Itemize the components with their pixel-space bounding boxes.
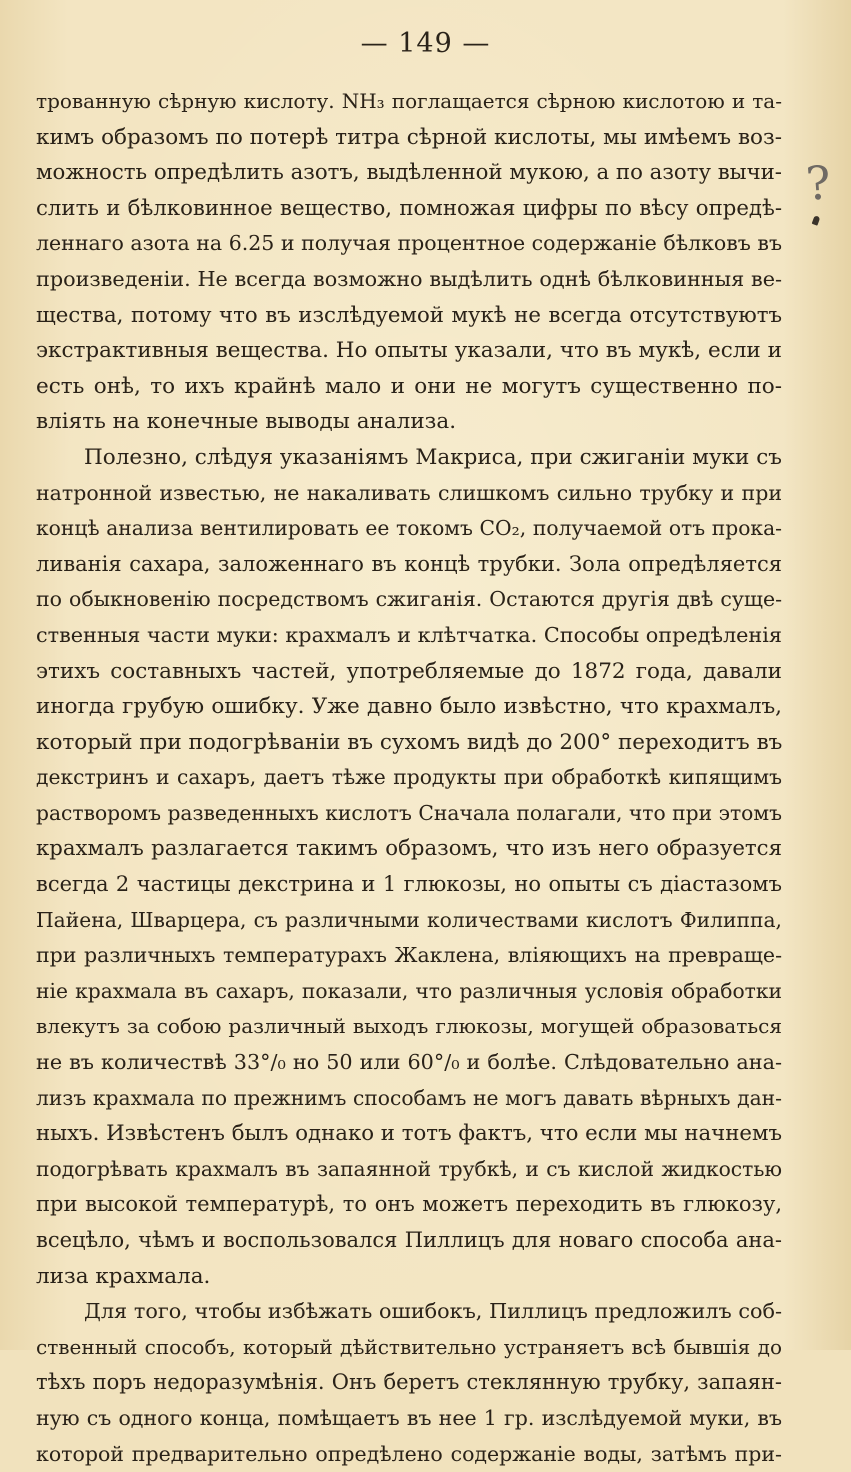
text-line: нiе крахмала въ сахаръ, показали, что различныя условiя обработки [36,978,782,1003]
text-line: концѣ анализа вентилировать ее токомъ CO₂, получаемой отъ прока- [36,516,782,541]
text-line: лиза крахмала. [36,1263,211,1289]
text-line: при различныхъ температурахъ Жаклена, влiяющихъ на превраще- [36,943,782,968]
text-line: ную съ одного конца, помѣщаетъ въ нее 1 гр. изслѣдуемой муки, въ [36,1405,782,1430]
text-line: произведенiи. Не всегда возможно выдѣлить однѣ бѣлковинныя ве- [36,266,782,291]
text-line: трованную сѣрную кислоту. NH₃ поглащается сѣрною кислотою и та- [36,89,782,113]
margin-question-mark: ? [804,155,833,211]
text-line: влiять на конечные выводы анализа. [36,409,457,435]
text-line: ственныя части муки: крахмалъ и клѣтчатка. Способы опредѣленiя [36,622,782,647]
text-line: этихъ составныхъ частей, употребляемые до 1872 года, давали [36,658,782,684]
body-text [36,84,782,1472]
text-line: тѣхъ поръ недоразумѣнiя. Онъ беретъ стеклянную трубку, запаян- [36,1370,782,1395]
page-number: — 149 — [360,28,491,59]
text-line: декстринъ и сахаръ, даетъ тѣже продукты при обработкѣ кипящимъ [36,765,782,790]
text-line: подогрѣвать крахмалъ въ запаянной трубкѣ, и съ кислой жидкостью [36,1156,782,1181]
text-line: натронной известью, не накаливать слишкомъ сильно трубку и при [36,480,782,505]
text-line: ливанiя сахара, заложеннаго въ концѣ трубки. Зола опредѣляется [36,551,782,576]
text-line: Для того, чтобы избѣжать ошибокъ, Пиллицъ предложилъ соб- [84,1299,782,1324]
text-line: леннаго азота на 6.25 и получая процентное содержанiе бѣлковъ въ [36,231,782,256]
text-line: щества, потому что въ изслѣдуемой мукѣ не всегда отсутствуютъ [36,302,782,328]
text-line: который при подогрѣванiи въ сухомъ видѣ до 200° переходитъ въ [36,729,782,755]
margin-ink-dot [812,215,821,226]
text-line: есть онѣ, то ихъ крайнѣ мало и они не могутъ существенно по- [36,373,782,399]
text-line: иногда грубую ошибку. Уже давно было извѣстно, что крахмалъ, [36,694,782,720]
text-line: слить и бѣлковинное вещество, помножая цифры по вѣсу опредѣ- [36,195,782,221]
text-line: не въ количествѣ 33°/₀ но 50 или 60°/₀ и болѣе. Слѣдовательно ана- [36,1050,782,1075]
text-line: по обыкновенiю посредствомъ сжиганiя. Остаются другiя двѣ суще- [36,587,782,612]
text-line: растворомъ разведенныхъ кислотъ Сначала полагали, что при этомъ [36,800,782,825]
text-line: которой предварительно опредѣлено содержанiе воды, затѣмъ при- [36,1441,782,1466]
text-line: при высокой температурѣ, то онъ можетъ переходить въ глюкозу, [36,1192,782,1217]
text-line: Полезно, слѣдуя указанiямъ Макриса, при сжиганiи муки съ [84,444,782,470]
text-line: кимъ образомъ по потерѣ титра сѣрной кислоты, мы имѣемъ воз- [36,124,782,150]
text-line: влекутъ за собою различный выходъ глюкозы, могущей образоваться [36,1014,782,1039]
text-line: ственный способъ, который дѣйствительно устраняетъ всѣ бывшiя до [36,1334,782,1359]
text-line: экстрактивныя вещества. Но опыты указали, что въ мукѣ, если и [36,338,782,364]
text-line: всегда 2 частицы декстрина и 1 глюкозы, но опыты съ дiастазомъ [36,872,782,897]
text-line: ныхъ. Извѣстенъ былъ однако и тотъ фактъ, что если мы начнемъ [36,1121,782,1147]
text-line: можность опредѣлить азотъ, выдѣленной мукою, а по азоту вычи- [36,160,782,186]
text-line: крахмалъ разлагается такимъ образомъ, что изъ него образуется [36,836,782,862]
text-line: Пайена, Шварцера, съ различными количествами кислотъ Филиппа, [36,907,782,932]
text-line: лизъ крахмала по прежнимъ способамъ не могъ давать вѣрныхъ дан- [36,1085,782,1110]
text-line: всецѣло, чѣмъ и воспользовался Пиллицъ для новаго способа ана- [36,1228,782,1252]
